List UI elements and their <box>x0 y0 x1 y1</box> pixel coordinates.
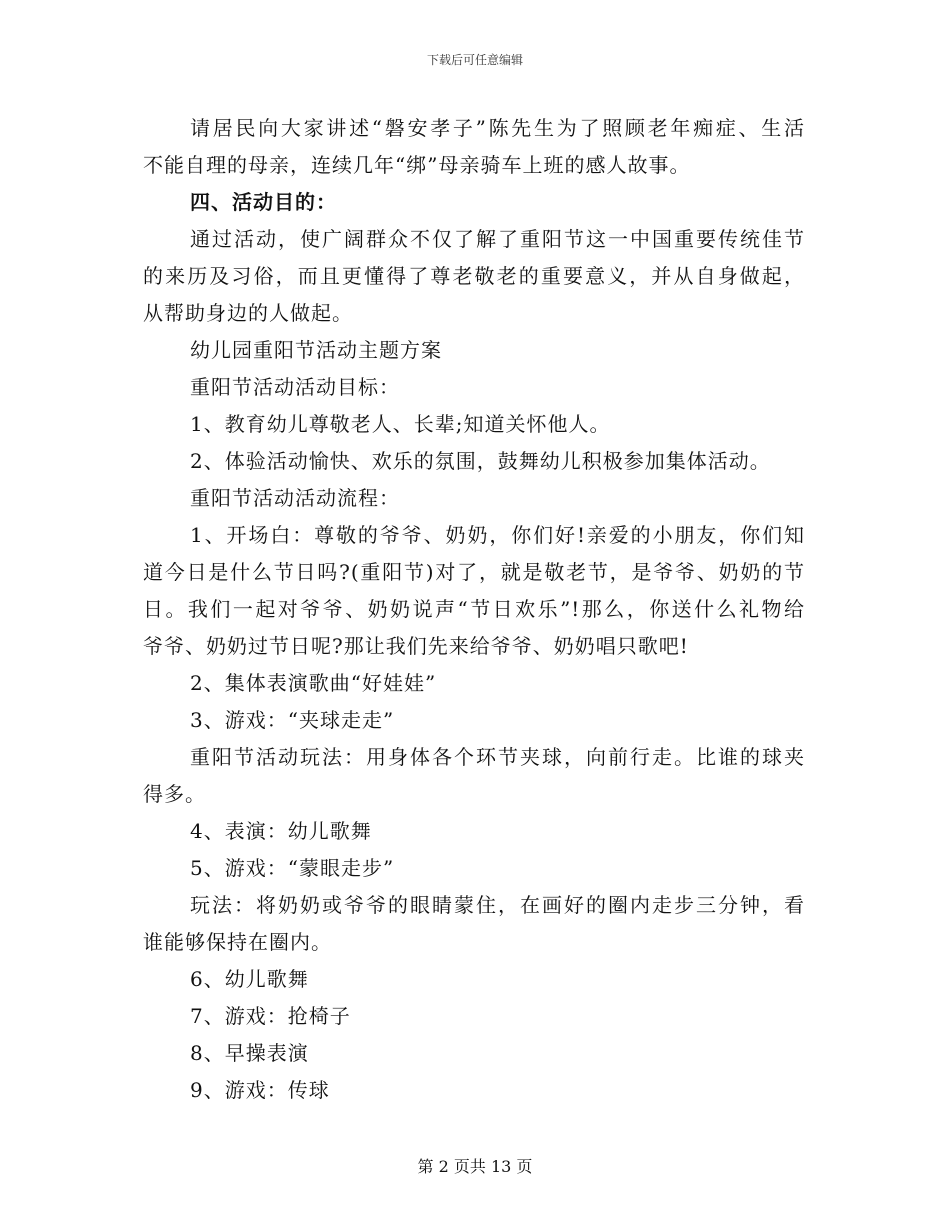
text-line: 道今日是什么节日吗?(重阳节)对了，就是敬老节，是爷爷、奶奶的节 <box>143 560 805 584</box>
text-line: 爷爷、奶奶过节日呢?那让我们先来给爷爷、奶奶唱只歌吧! <box>143 634 689 658</box>
paragraph <box>143 480 805 517</box>
section-heading-text: 四、活动目的： <box>190 190 337 214</box>
page-header-note: 下载后可任意编辑 <box>426 53 523 67</box>
list-item <box>143 813 805 850</box>
text-line: 7、游戏：抢椅子 <box>190 1004 351 1028</box>
text-line: 日。我们一起对爷爷、奶奶说声“节日欢乐”!那么，你送什么礼物给 <box>143 597 805 621</box>
paragraph <box>143 739 805 813</box>
text-line: 9、游戏：传球 <box>190 1078 330 1102</box>
list-item <box>143 998 805 1035</box>
paragraph <box>143 110 805 184</box>
text-line: 8、早操表演 <box>190 1041 309 1065</box>
list-item <box>143 850 805 887</box>
list-item <box>143 406 805 443</box>
text-line: 2、体验活动愉快、欢乐的氛围，鼓舞幼儿积极参加集体活动。 <box>190 449 771 473</box>
paragraph <box>143 887 805 961</box>
list-item <box>143 702 805 739</box>
text-line: 3、游戏：“夹球走走” <box>190 708 395 732</box>
text-line: 的来历及习俗，而且更懂得了尊老敬老的重要意义，并从自身做起， <box>143 264 805 288</box>
text-line: 重阳节活动活动流程： <box>190 486 400 510</box>
text-line: 得多。 <box>143 782 206 806</box>
list-item <box>143 961 805 998</box>
paragraph <box>143 369 805 406</box>
paragraph <box>143 221 805 332</box>
list-item <box>143 1035 805 1072</box>
list-item <box>143 665 805 702</box>
text-line: 2、集体表演歌曲“好娃娃” <box>190 671 437 695</box>
text-line: 玩法：将奶奶或爷爷的眼睛蒙住，在画好的圈内走步三分钟，看 <box>190 893 805 917</box>
list-item <box>143 517 805 665</box>
text-line: 重阳节活动活动目标： <box>190 375 400 399</box>
text-line: 4、表演：幼儿歌舞 <box>190 819 372 843</box>
text-line: 5、游戏：“蒙眼走步” <box>190 856 395 880</box>
text-line: 从帮助身边的人做起。 <box>143 301 353 325</box>
text-line: 不能自理的母亲，连续几年“绑”母亲骑车上班的感人故事。 <box>143 153 691 177</box>
paragraph <box>143 332 805 369</box>
text-line: 通过活动，使广阔群众不仅了解了重阳节这一中国重要传统佳节 <box>190 227 805 251</box>
text-line: 请居民向大家讲述“磐安孝子”陈先生为了照顾老年痴症、生活 <box>190 116 805 140</box>
list-item <box>143 1072 805 1109</box>
section-heading <box>143 184 805 221</box>
text-line: 6、幼儿歌舞 <box>190 967 309 991</box>
text-line: 1、教育幼儿尊敬老人、长辈;知道关怀他人。 <box>190 412 611 436</box>
text-line: 谁能够保持在圈内。 <box>143 930 332 954</box>
list-item <box>143 443 805 480</box>
document-body <box>143 110 805 1109</box>
text-line: 1、开场白：尊敬的爷爷、奶奶，你们好!亲爱的小朋友，你们知 <box>190 523 805 547</box>
text-line: 重阳节活动玩法：用身体各个环节夹球，向前行走。比谁的球夹 <box>190 745 805 769</box>
subtitle-line: 幼儿园重阳节活动主题方案 <box>190 338 442 362</box>
page-number-footer: 第 2 页共 13 页 <box>417 1157 533 1176</box>
